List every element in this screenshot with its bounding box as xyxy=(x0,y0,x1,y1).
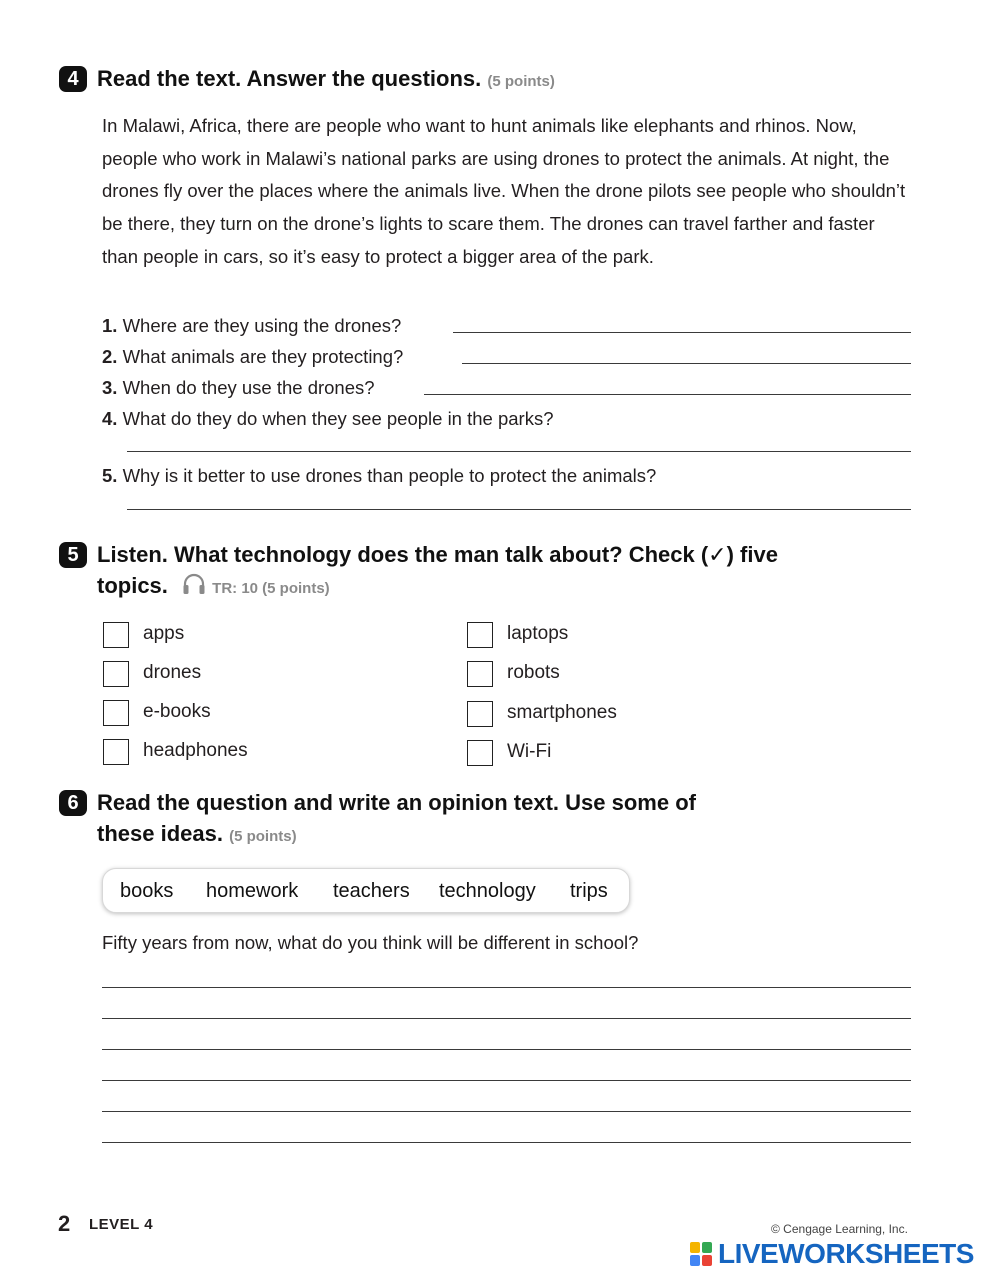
checkbox-apps[interactable] xyxy=(103,622,129,648)
checkbox-robots[interactable] xyxy=(467,661,493,687)
writing-line[interactable] xyxy=(102,1111,911,1112)
opinion-prompt: Fifty years from now, what do you think will be different in school? xyxy=(102,932,639,953)
checkbox-headphones[interactable] xyxy=(103,739,129,765)
idea-word: trips xyxy=(570,880,608,902)
question-4 xyxy=(102,408,554,430)
question-text: What do they do when they see people in the parks? xyxy=(122,408,554,429)
option-label-e-books: e-books xyxy=(143,701,211,722)
question-1 xyxy=(102,315,401,337)
writing-line[interactable] xyxy=(102,1049,911,1050)
writing-line[interactable] xyxy=(102,1080,911,1081)
option-label-laptops: laptops xyxy=(507,623,569,644)
copyright: © Cengage Learning, Inc. xyxy=(771,1222,908,1236)
option-label-drones: drones xyxy=(143,662,202,683)
question-text: Why is it better to use drones than people to protect the animals? xyxy=(122,465,657,486)
ideas-word-box xyxy=(102,868,630,913)
option-label-smartphones: smartphones xyxy=(507,702,617,723)
exercise-4-points: (5 points) xyxy=(487,73,555,90)
exercise-6-points: (5 points) xyxy=(229,828,297,845)
option-label-robots: robots xyxy=(507,662,560,683)
idea-word: technology xyxy=(439,880,536,902)
liveworksheets-logo-icon xyxy=(690,1242,712,1266)
exercise-6-title-line2 xyxy=(97,818,297,852)
exercise-4-title xyxy=(97,63,555,97)
idea-word: books xyxy=(120,880,174,902)
checkbox-smartphones[interactable] xyxy=(467,701,493,727)
option-label-wi-fi: Wi-Fi xyxy=(507,741,552,762)
answer-line-4[interactable] xyxy=(127,451,911,452)
question-5 xyxy=(102,465,656,487)
question-text: When do they use the drones? xyxy=(122,377,375,398)
idea-word: teachers xyxy=(333,880,410,902)
exercise-5-title-line2 xyxy=(97,570,330,604)
checkbox-laptops[interactable] xyxy=(467,622,493,648)
checkbox-e-books[interactable] xyxy=(103,700,129,726)
answer-line-2[interactable] xyxy=(462,363,911,364)
idea-word: homework xyxy=(206,880,299,902)
question-2 xyxy=(102,346,403,368)
answer-line-3[interactable] xyxy=(424,394,911,395)
brand-name[interactable]: LIVEWORKSHEETS xyxy=(718,1238,974,1269)
question-number: 5. xyxy=(102,465,118,486)
question-number: 4. xyxy=(102,408,118,429)
question-number: 3. xyxy=(102,377,118,398)
exercise-4-badge: 4 xyxy=(59,66,87,92)
option-label-apps: apps xyxy=(143,623,185,644)
exercise-5-title-text: topics. xyxy=(97,573,168,598)
checkbox-drones[interactable] xyxy=(103,661,129,687)
writing-line[interactable] xyxy=(102,1018,911,1019)
writing-line[interactable] xyxy=(102,1142,911,1143)
exercise-4-title-text: Read the text. Answer the questions. xyxy=(97,66,482,91)
level-label: LEVEL 4 xyxy=(89,1216,154,1233)
exercise-5-title-line1: Listen. What technology does the man talk about? Check (✓) five xyxy=(97,542,778,567)
exercise-6-badge: 6 xyxy=(59,790,87,816)
exercise-5-badge: 5 xyxy=(59,542,87,568)
option-label-headphones: headphones xyxy=(143,740,248,761)
headphones-icon[interactable] xyxy=(182,572,206,603)
exercise-6-title-line1: Read the question and write an opinion text. Use some of xyxy=(97,790,696,815)
exercise-5-track: TR: 10 (5 points) xyxy=(212,580,330,597)
exercise-6-title-text: these ideas. xyxy=(97,821,223,846)
question-text: What animals are they protecting? xyxy=(122,346,404,367)
answer-line-1[interactable] xyxy=(453,332,911,333)
page-number: 2 xyxy=(58,1211,71,1236)
answer-line-5[interactable] xyxy=(127,509,911,510)
checkbox-wi-fi[interactable] xyxy=(467,740,493,766)
writing-line[interactable] xyxy=(102,987,911,988)
question-3 xyxy=(102,377,375,399)
question-number: 2. xyxy=(102,346,118,367)
question-text: Where are they using the drones? xyxy=(122,315,402,336)
question-number: 1. xyxy=(102,315,118,336)
reading-passage: In Malawi, Africa, there are people who want to hunt animals like elephants and rhinos. Now, people who work in Malawi’s national parks are using drones to protect the animals. At night, the drones fly over the places where the animals live. When the drone pilots see people who shouldn’t be there, they turn on the drone’s lights to scare them. The drones can travel farther and faster than people in cars, so it’s easy to protect a bigger area of the park. xyxy=(102,115,906,267)
